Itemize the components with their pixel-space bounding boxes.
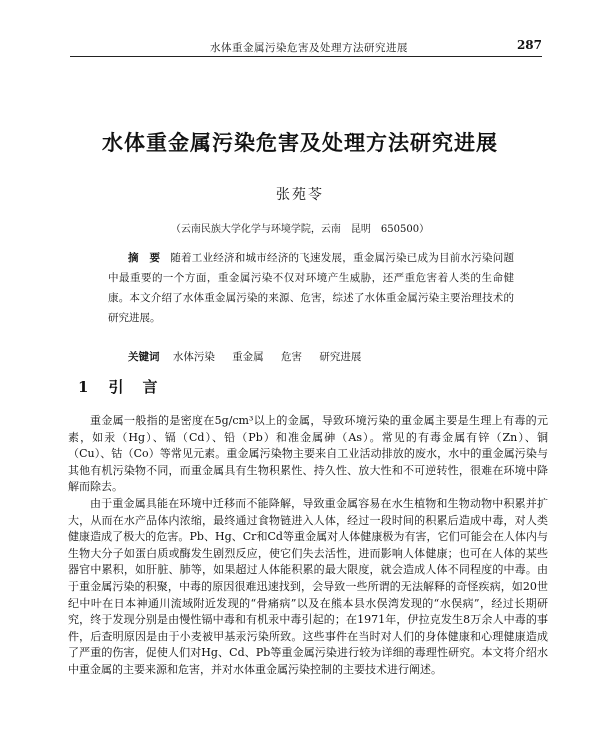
- author-affiliation: （云南民族大学化学与环境学院，云南 昆明 650500）: [170, 224, 430, 235]
- page-number: 287: [516, 38, 542, 52]
- section-number: 1: [78, 378, 91, 396]
- keyword-item: 危害: [281, 351, 303, 363]
- keywords: [128, 349, 514, 364]
- keyword-item: 研究进展: [319, 351, 362, 363]
- abstract-label: 摘 要: [128, 252, 161, 264]
- keyword-item: 重金属: [232, 351, 264, 363]
- running-header: [70, 38, 542, 57]
- abstract: [108, 248, 514, 328]
- keywords-label: 关键词: [128, 351, 160, 363]
- body-paragraph: 由于重金属具能在环境中迁移而不能降解，导致重金属容易在水生植物和生物动物中积累并扩大，从而在水产品体内浓缩，最终通过食物链进入人体，经过一段时间的积累后造成中毒，对人类健康造成了极大的危害。Pb、Hg、Cr和Cd等重金属对人体健康极为有害，它们可能会在人体内与生物大分子如蛋白质或酶发生剧烈反应，使它们失去活性，进而影响人体健康；也可在人体的某些器官中累积，如肝脏、肺等，如果超过人体能积累的最大限度，就会造成人体不同程度的中毒。由于重金属污染的积聚，中毒的原因很难迅速找到，会导致一些所谓的无法解释的奇怪疾病，如20世纪中叶在日本神通川流域附近发现的“骨痛病”以及在熊本县水俣湾发现的“水俣病”，经过长期研究，终于发现分别是由慢性镉中毒和有机汞中毒引起的；在1971年，伊拉克发生8万余人中毒的事件，后查明原因是由于小麦被甲基汞污染所致。这些事件在当时对人们的身体健康和心理健康造成了严重的伤害，促使人们对Hg、Cd、Pb等重金属污染进行较为详细的毒理性研究。本文将介绍水中重金属的主要来源和危害，并对水体重金属污染控制的主要技术进行阐述。: [68, 496, 548, 676]
- abstract-text: 随着工业经济和城市经济的飞速发展，重金属污染已成为目前水污染问题中最重要的一个方面，重金属污染不仅对环境产生威胁，还严重危害着人类的生命健康。本文介绍了水体重金属污染的来源、危害，综述了水体重金属污染主要治理技术的研究进展。: [108, 252, 514, 324]
- paper-title: 水体重金属污染危害及处理方法研究进展: [102, 130, 498, 155]
- author-name: 张苑苓: [276, 187, 324, 203]
- section-title: 引 言: [108, 378, 160, 396]
- section-heading: [78, 376, 159, 397]
- body-paragraph: 重金属一般指的是密度在5g/cm³以上的金属，导致环境污染的重金属主要是生理上有毒的元素，如汞（Hg）、镉（Cd）、铅（Pb）和准金属砷（As）。常见的有毒金属有锌（Zn）、铜（Cu）、钴（Co）等常见元素。重金属污染物主要来自工业活动排放的废水，水中的重金属污染与其他有机污染物不同，而重金属具有生物积累性、持久性、放大性和不可逆转性，很难在环境中降解而除去。: [68, 414, 548, 494]
- running-title: 水体重金属污染危害及处理方法研究进展: [210, 42, 408, 54]
- body-text: [68, 413, 548, 679]
- keyword-item: 水体污染: [172, 351, 215, 363]
